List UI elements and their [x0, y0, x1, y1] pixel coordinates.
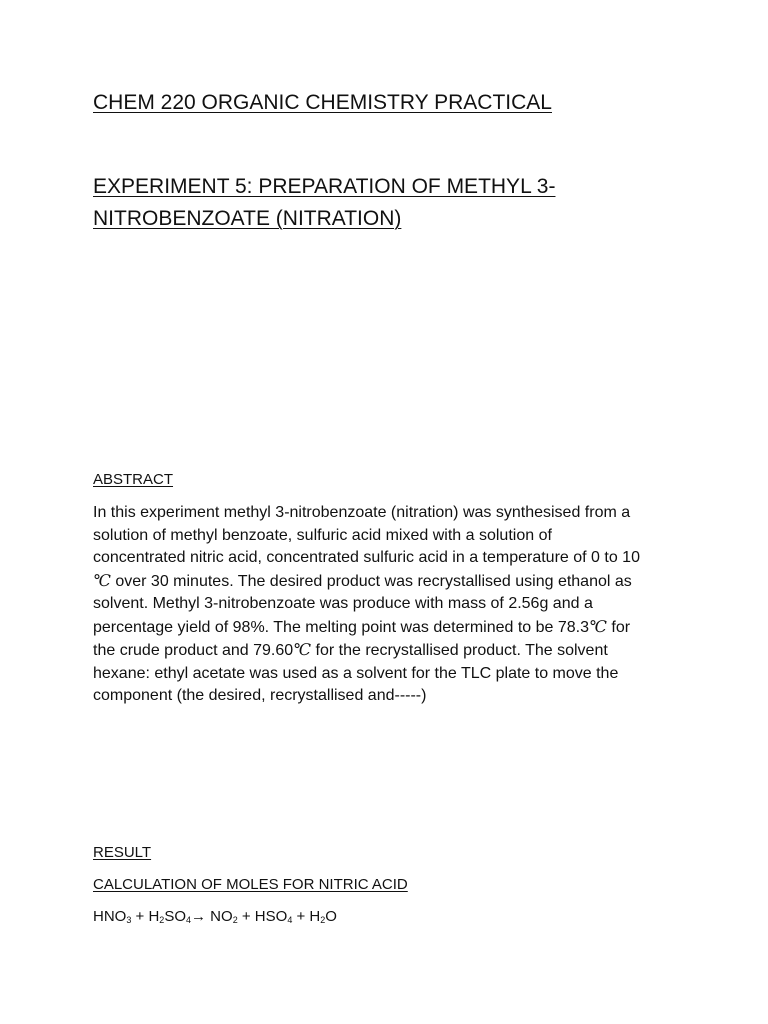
equation-subscript: 3: [126, 915, 132, 925]
equation-part: HNO: [93, 908, 127, 925]
equation-part: O: [325, 908, 337, 925]
abstract-line-text: for: [606, 618, 631, 636]
equation-part: + H: [131, 908, 160, 925]
abstract-line-text: over 30 minutes. The desired product was recrystallised using ethanol as: [110, 572, 632, 590]
abstract-line-text: the crude product and 79.60: [93, 642, 294, 659]
equation-subscript: 2: [159, 915, 165, 925]
experiment-title-line-1: EXPERIMENT 5: PREPARATION OF METHYL 3-: [93, 175, 556, 198]
equation-part: + HSO: [237, 908, 288, 925]
abstract-line: solvent. Methyl 3-nitrobenzoate was produce with mass of 2.56g and a: [93, 595, 593, 612]
abstract-line: [93, 639, 671, 663]
degree-celsius-symbol: ℃: [93, 570, 111, 590]
result-heading: RESULT: [93, 844, 152, 861]
experiment-title-line-2: NITROBENZOATE (NITRATION): [93, 207, 402, 230]
equation-subscript: 2: [320, 915, 326, 925]
calculation-heading: CALCULATION OF MOLES FOR NITRIC ACID: [93, 876, 408, 893]
degree-celsius-symbol: ℃: [589, 616, 607, 636]
equation-subscript: 4: [186, 915, 192, 925]
abstract-heading: ABSTRACT: [93, 471, 174, 488]
chemical-equation: [93, 906, 337, 928]
abstract-line: concentrated nitric acid, concentrated sulfuric acid in a temperature of 0 to 10: [93, 549, 640, 566]
course-title: CHEM 220 ORGANIC CHEMISTRY PRACTICAL: [93, 91, 552, 114]
equation-part: + H: [292, 908, 321, 925]
abstract-line: In this experiment methyl 3-nitrobenzoate (nitration) was synthesised from a: [93, 504, 631, 521]
abstract-line-text: percentage yield of 98%. The melting point was determined to be 78.3: [93, 618, 590, 636]
equation-arrow: → NO: [191, 908, 233, 925]
abstract-line: component (the desired, recrystallised and-----): [93, 687, 427, 704]
abstract-line: [93, 616, 671, 640]
abstract-line: solution of methyl benzoate, sulfuric acid mixed with a solution of: [93, 526, 552, 544]
equation-part: SO: [164, 908, 186, 925]
equation-subscript: 2: [232, 915, 238, 925]
experiment-title: [93, 171, 613, 235]
abstract-line-text: for the recrystallised product. The solvent: [311, 642, 608, 659]
degree-celsius-symbol: ℃: [293, 640, 312, 659]
equation-subscript: 4: [287, 915, 293, 925]
abstract-line: [93, 570, 671, 594]
abstract-line: hexane: ethyl acetate was used as a solvent for the TLC plate to move the: [93, 664, 619, 682]
abstract-paragraph: [93, 502, 671, 708]
